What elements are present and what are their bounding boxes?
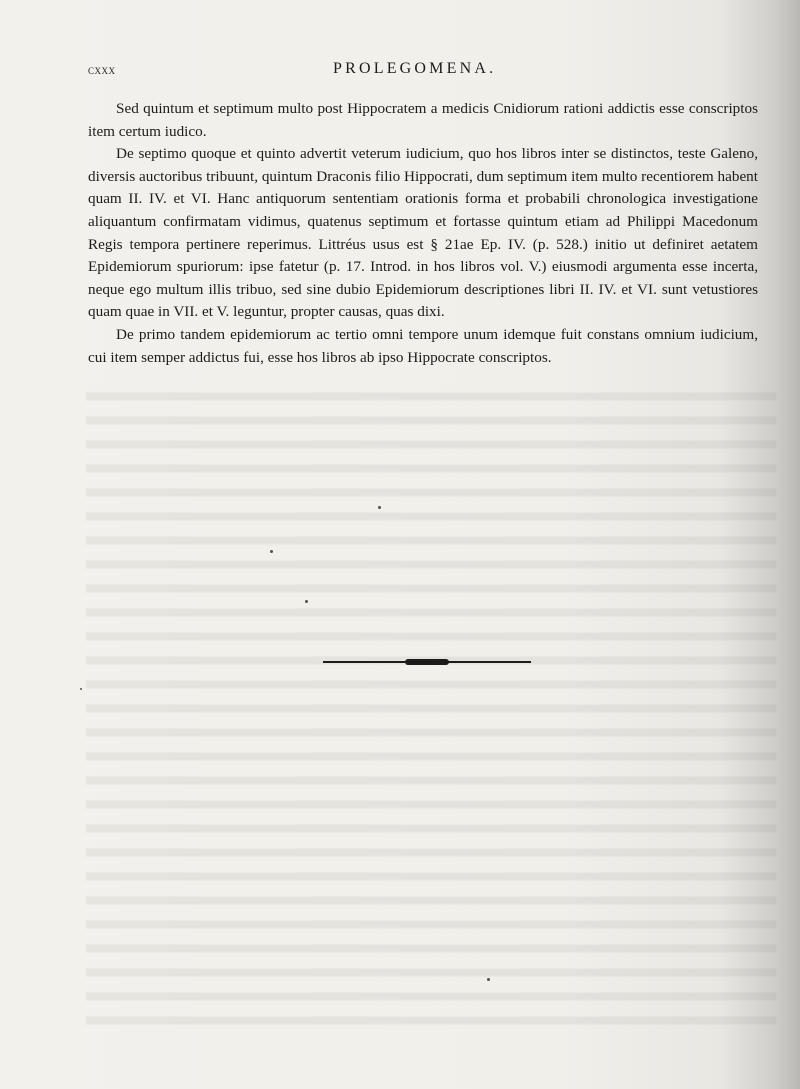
main-text <box>88 98 758 369</box>
rule-ornament-icon <box>323 659 531 665</box>
ink-speck <box>378 506 381 509</box>
paragraph-3: De primo tandem epidemiorum ac tertio omni tempore unum idemque fuit constans omnium iudicium, cui item semper addictus fui, esse hos libros ab ipso Hippocrate conscriptos. <box>88 325 758 366</box>
ink-speck <box>270 550 273 553</box>
bleed-through-texture <box>86 380 776 1030</box>
running-head <box>88 60 758 82</box>
paragraph-1: Sed quintum et septimum multo post Hippocratem a medicis Cnidiorum rationi addictis esse conscriptos item certum iudico. <box>88 100 758 140</box>
ink-speck <box>305 600 308 603</box>
page-number: cxxx <box>88 62 116 77</box>
ink-speck <box>487 978 490 981</box>
ink-speck <box>80 688 82 690</box>
page-title: PROLEGOMENA. <box>333 60 497 77</box>
paragraph-2: De septimo quoque et quinto advertit veterum iudicium, quo hos libros inter se distinctos, teste Galeno, diversis auctoribus tribuunt, quintum Draconis filio Hippocrati, dum septimum item multo recentiorem habent quam II. IV. et VI. Hanc antiquorum sententiam orationis forma et probabili chronologica investigatione aliquantum confirmatam vidimus, quatenus septimum et fortasse quintum etiam ad Philippi Macedonum Regis tempora pertinere reperimus. Littréus usus est § 21ae Ep. IV. (p. 528.) initio ut definiret aetatem Epidemiorum spuriorum: ipse fatetur (p. 17. Introd. in hos libros vol. V.) eiusmodi argumenta esse incerta, neque ego multum illis tribuo, sed sine dubio Epidemiorum descriptiones libri II. IV. et VI. sunt vetustiores quam quae in VII. et V. leguntur, propter causas, quas dixi. <box>88 145 758 321</box>
ornament-knot <box>405 659 449 665</box>
